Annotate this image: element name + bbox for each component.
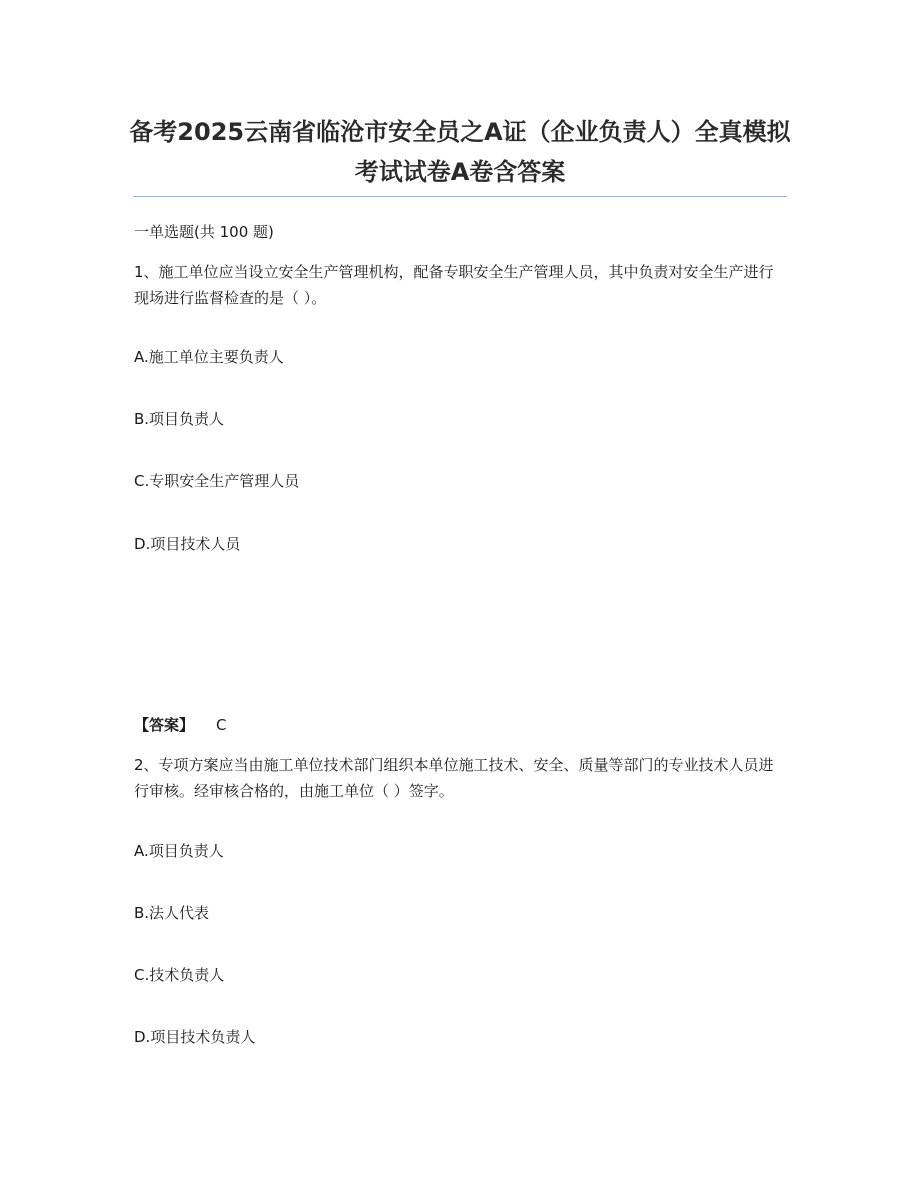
question-2-option-d: D.项目技术负责人: [134, 1028, 256, 1046]
section-heading: 一单选题(共 100 题): [134, 223, 274, 241]
question-2-option-b: B.法人代表: [134, 904, 210, 922]
question-1-stem: 1、施工单位应当设立安全生产管理机构，配备专职安全生产管理人员，其中负责对安全生产进行现场进行监督检查的是（ ）。: [134, 263, 774, 307]
document-title: 备考2025云南省临沧市安全员之A证（企业负责人）全真模拟考试试卷A卷含答案: [129, 118, 791, 186]
question-1-option-c: C.专职安全生产管理人员: [134, 472, 300, 490]
answer-value: C: [216, 716, 227, 734]
question-1-option-a: A.施工单位主要负责人: [134, 348, 284, 366]
answer-label: 【答案】: [134, 716, 195, 734]
question-2-stem: 2、专项方案应当由施工单位技术部门组织本单位施工技术、安全、质量等部门的专业技术人员进行审核。经审核合格的，由施工单位（ ）签字。: [134, 756, 774, 800]
question-2-option-a: A.项目负责人: [134, 842, 224, 860]
question-1-answer: [134, 718, 227, 733]
question-1-option-b: B.项目负责人: [134, 410, 225, 428]
question-2-option-c: C.技术负责人: [134, 966, 225, 984]
title-divider: [133, 196, 787, 197]
question-1-option-d: D.项目技术人员: [134, 535, 241, 553]
